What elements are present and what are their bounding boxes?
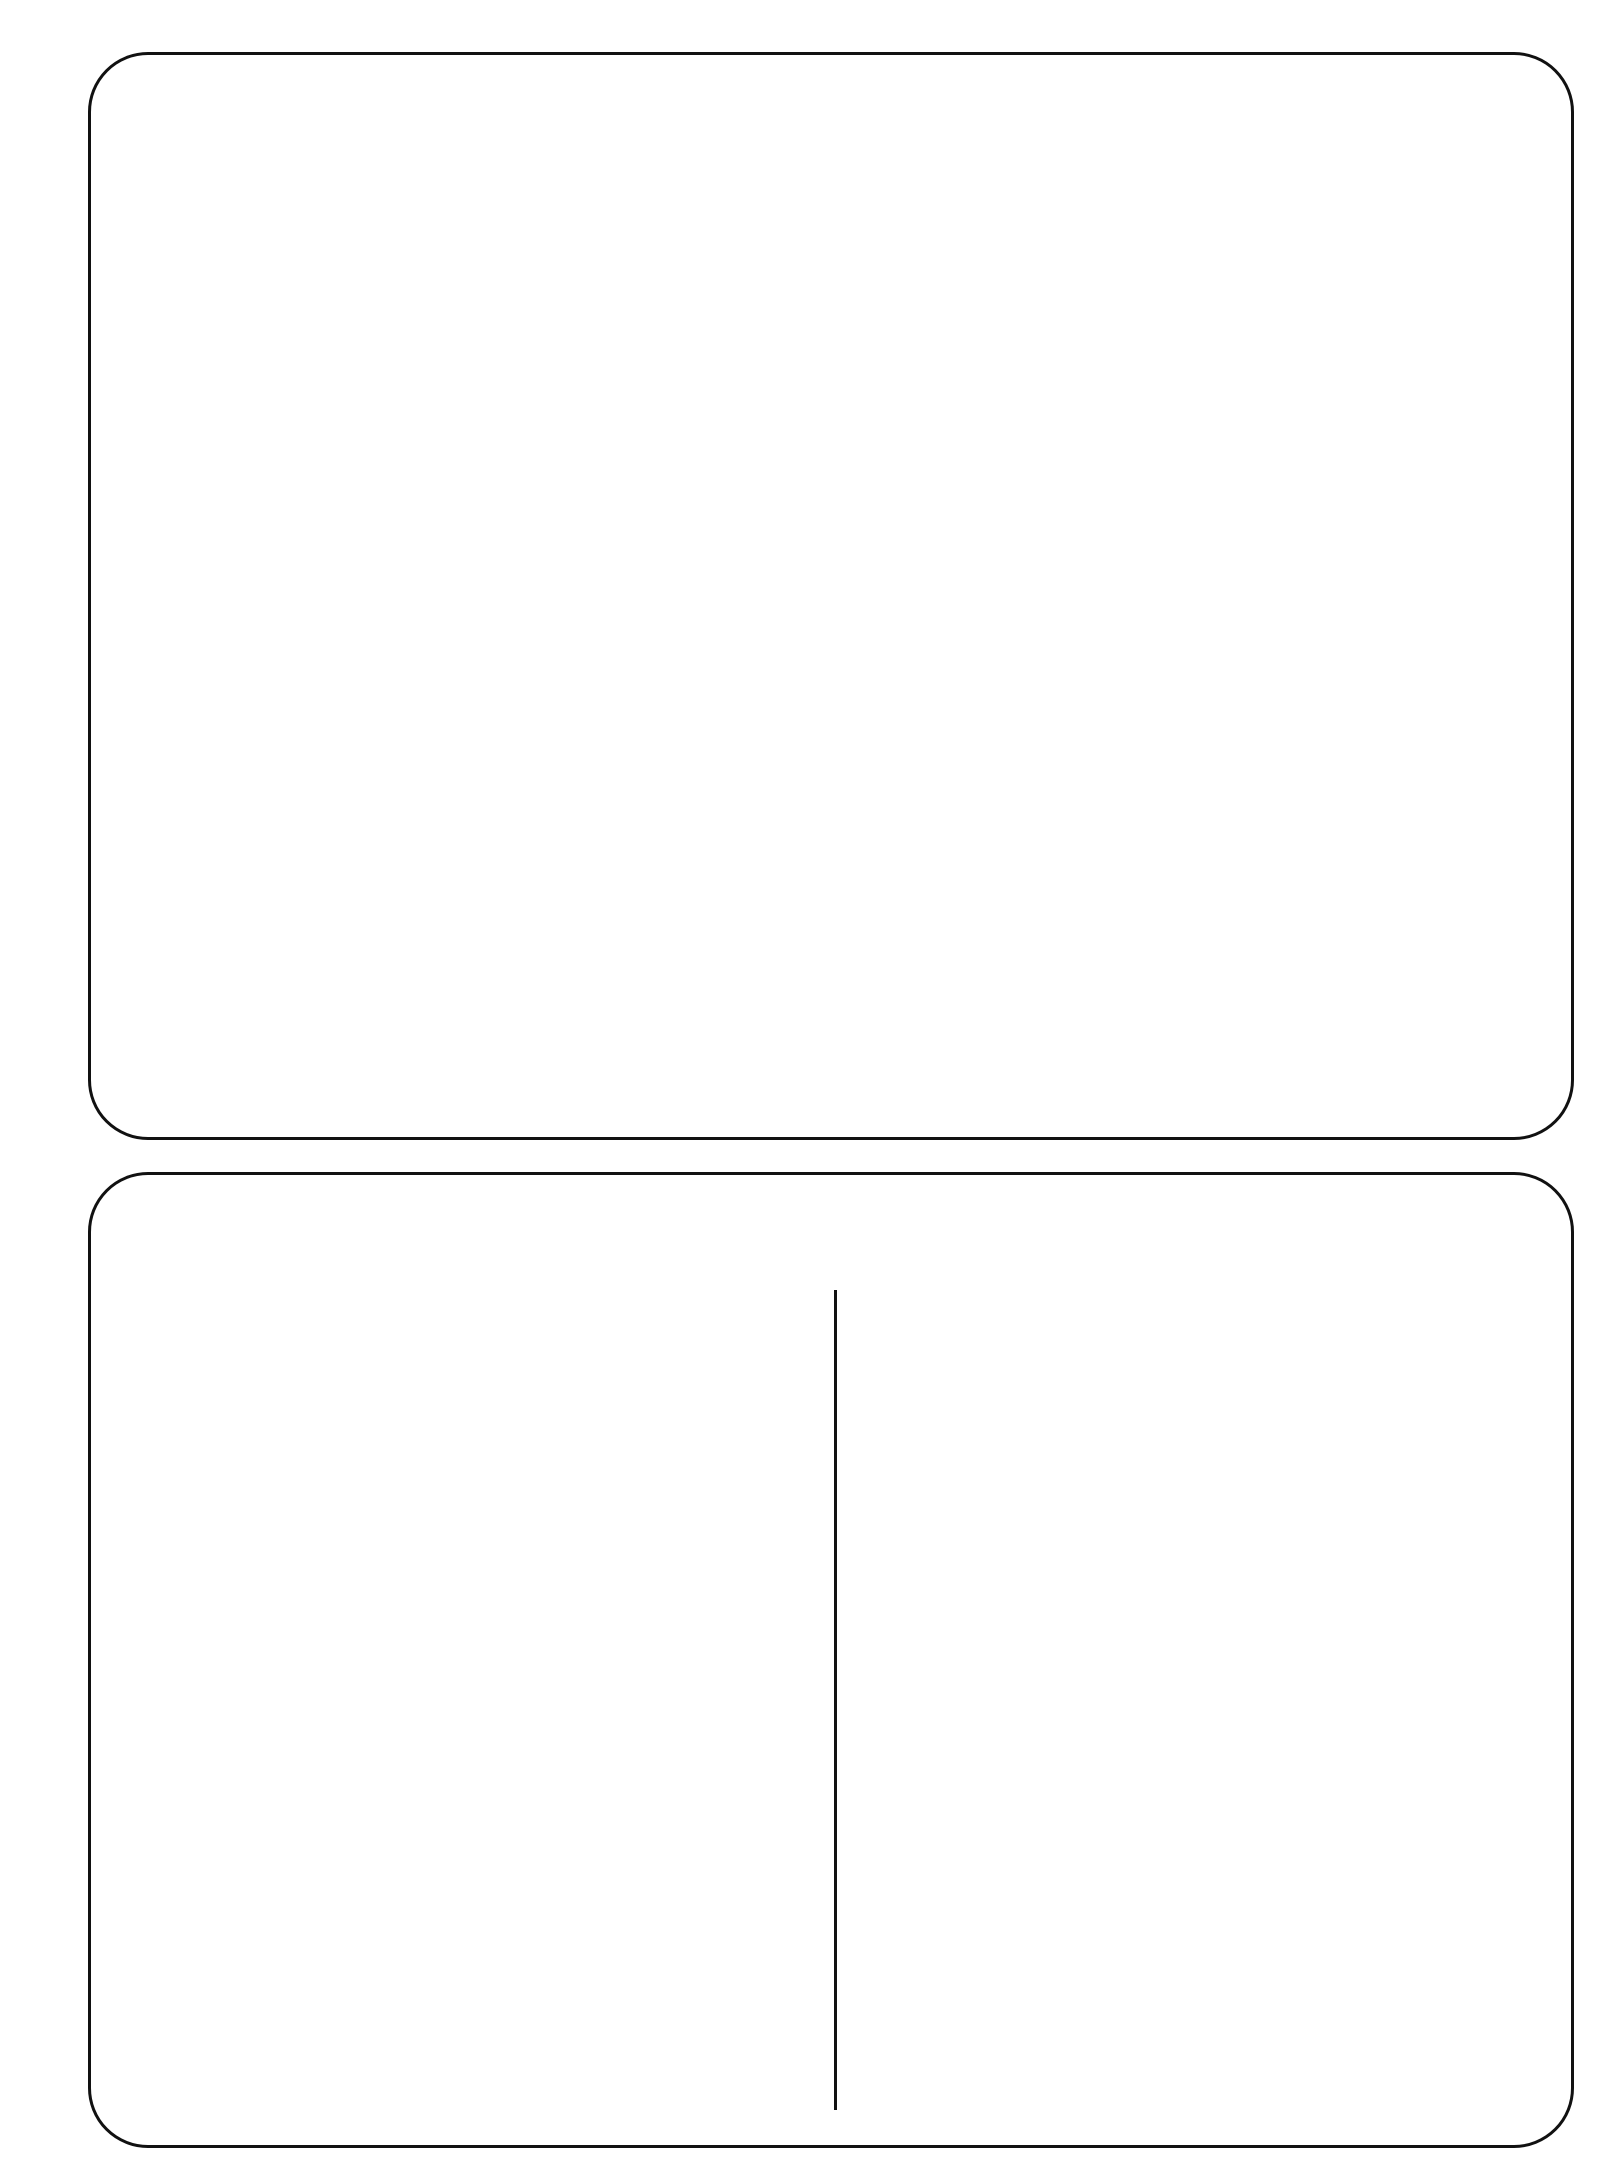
basic-courses-column — [172, 1308, 766, 1312]
advanced-courses-column — [906, 1308, 1500, 1312]
tutorials-box — [88, 1172, 1574, 2148]
program-box — [88, 52, 1574, 1140]
column-divider — [834, 1290, 837, 2110]
